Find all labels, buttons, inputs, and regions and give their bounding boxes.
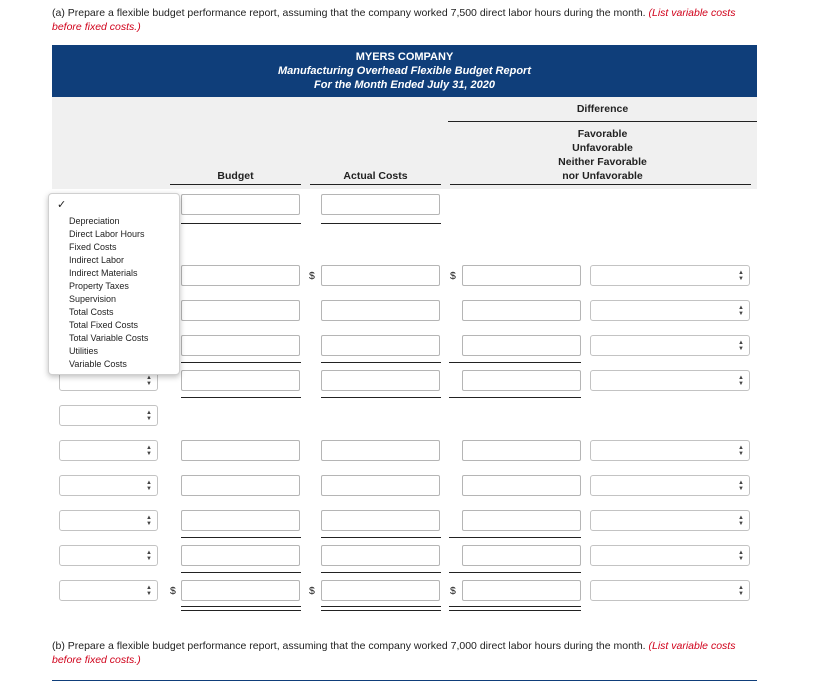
chevron-updown-icon: ▲ ▼	[738, 480, 744, 492]
label-select-row-8[interactable]	[59, 440, 158, 461]
difference-input-row-3[interactable]	[462, 265, 581, 286]
budget-input-row-8[interactable]	[181, 440, 300, 461]
actual-input-row-11[interactable]	[321, 545, 440, 566]
row-10-diff-underline	[449, 537, 581, 538]
fav-unfav-select-row-12[interactable]	[590, 580, 750, 601]
actual-input-row-5[interactable]	[321, 335, 440, 356]
difference-header-underline	[450, 184, 751, 185]
menu-item-variable-costs[interactable]: Variable Costs	[69, 359, 127, 369]
menu-item-property-taxes[interactable]: Property Taxes	[69, 281, 129, 291]
difference-input-row-4[interactable]	[462, 300, 581, 321]
chevron-updown-icon: ▲ ▼	[738, 340, 744, 352]
row-10-actual-underline	[321, 537, 441, 538]
account-dropdown-menu[interactable]	[48, 193, 180, 375]
part-b-instructions	[52, 639, 762, 667]
part-b-text: (b) Prepare a flexible budget performance report, assuming that the company worked 7,000 direct labor hours during the month.	[52, 640, 646, 652]
chevron-updown-icon: ▲ ▼	[738, 305, 744, 317]
difference-input-row-5[interactable]	[462, 335, 581, 356]
actual-input-row-3[interactable]	[321, 265, 440, 286]
report-header-banner	[52, 45, 757, 97]
row-6-budget-underline	[181, 397, 301, 398]
row-10-budget-underline	[181, 537, 301, 538]
actual-header-underline	[310, 184, 441, 185]
difference-input-row-6[interactable]	[462, 370, 581, 391]
chevron-updown-icon: ▲ ▼	[146, 410, 152, 422]
fav-unfav-select-row-9[interactable]	[590, 475, 750, 496]
difference-input-row-11[interactable]	[462, 545, 581, 566]
chevron-updown-icon: ▲ ▼	[146, 585, 152, 597]
fav-unfav-select-row-4[interactable]	[590, 300, 750, 321]
fav-unfav-select-row-11[interactable]	[590, 545, 750, 566]
row-5-diff-underline	[449, 362, 581, 363]
row-12-budget-double-underline	[181, 606, 301, 611]
budget-input-row-10[interactable]	[181, 510, 300, 531]
unfavorable-label: Unfavorable	[572, 142, 633, 154]
chevron-updown-icon: ▲ ▼	[738, 270, 744, 282]
fav-unfav-select-row-6[interactable]	[590, 370, 750, 391]
chevron-updown-icon: ▲ ▼	[738, 550, 744, 562]
row-6-actual-underline	[321, 397, 441, 398]
budget-header: Budget	[217, 170, 254, 182]
menu-item-indirect-materials[interactable]: Indirect Materials	[69, 268, 138, 278]
chevron-updown-icon: ▲ ▼	[146, 550, 152, 562]
actual-dollar-row-12: $	[309, 585, 315, 597]
actual-input-row-12[interactable]	[321, 580, 440, 601]
chevron-updown-icon: ▲ ▼	[146, 445, 152, 457]
chevron-updown-icon: ▲ ▼	[738, 585, 744, 597]
row-1-actual-underline	[321, 223, 441, 224]
part-a-text: (a) Prepare a flexible budget performance report, assuming that the company worked 7,500 direct labor hours during the month.	[52, 7, 646, 19]
menu-item-total-costs[interactable]: Total Costs	[69, 307, 114, 317]
difference-input-row-9[interactable]	[462, 475, 581, 496]
fav-unfav-select-row-8[interactable]	[590, 440, 750, 461]
row-11-diff-underline	[449, 572, 581, 573]
chevron-updown-icon: ▲ ▼	[738, 445, 744, 457]
report-title: Manufacturing Overhead Flexible Budget Report	[277, 65, 532, 77]
budget-input-row-4[interactable]	[181, 300, 300, 321]
actual-costs-header: Actual Costs	[343, 170, 408, 182]
menu-item-utilities[interactable]: Utilities	[69, 346, 99, 356]
neither-label-2: nor Unfavorable	[562, 170, 643, 182]
part-a-instructions	[52, 6, 762, 34]
report-period: For the Month Ended July 31, 2020	[314, 79, 495, 91]
actual-input-row-8[interactable]	[321, 440, 440, 461]
row-12-diff-double-underline	[449, 606, 581, 611]
label-select-row-7[interactable]	[59, 405, 158, 426]
menu-item-indirect-labor[interactable]: Indirect Labor	[69, 255, 125, 265]
budget-input-row-3[interactable]	[181, 265, 300, 286]
actual-input-row-1[interactable]	[321, 194, 440, 215]
row-6-diff-underline	[449, 397, 581, 398]
fav-unfav-select-row-10[interactable]	[590, 510, 750, 531]
diff-dollar-row-12: $	[450, 585, 456, 597]
budget-input-row-12[interactable]	[181, 580, 300, 601]
budget-input-row-9[interactable]	[181, 475, 300, 496]
budget-input-row-11[interactable]	[181, 545, 300, 566]
favorable-label: Favorable	[577, 128, 628, 140]
budget-header-underline	[170, 184, 301, 185]
row-5-actual-underline	[321, 362, 441, 363]
budget-input-row-1[interactable]	[181, 194, 300, 215]
budget-input-row-6[interactable]	[181, 370, 300, 391]
chevron-updown-icon: ▲ ▼	[146, 375, 152, 387]
fav-unfav-select-row-5[interactable]	[590, 335, 750, 356]
row-5-budget-underline	[181, 362, 301, 363]
menu-item-total-variable-costs[interactable]: Total Variable Costs	[69, 333, 149, 343]
label-select-row-9[interactable]	[59, 475, 158, 496]
difference-input-row-12[interactable]	[462, 580, 581, 601]
difference-input-row-10[interactable]	[462, 510, 581, 531]
label-select-row-12[interactable]	[59, 580, 158, 601]
menu-item-depreciation[interactable]: Depreciation	[69, 216, 120, 226]
part-a-note: (List variable costs before fixed costs.)	[52, 7, 736, 33]
actual-input-row-10[interactable]	[321, 510, 440, 531]
part-b-note: (List variable costs before fixed costs.)	[52, 640, 736, 666]
menu-item-supervision[interactable]: Supervision	[69, 294, 117, 304]
row-11-budget-underline	[181, 572, 301, 573]
chevron-updown-icon: ▲ ▼	[146, 515, 152, 527]
chevron-updown-icon: ▲ ▼	[738, 375, 744, 387]
actual-input-row-4[interactable]	[321, 300, 440, 321]
menu-item-fixed-costs[interactable]: Fixed Costs	[69, 242, 117, 252]
chevron-updown-icon: ▲ ▼	[738, 515, 744, 527]
chevron-updown-icon: ▲ ▼	[146, 480, 152, 492]
row-1-budget-underline	[181, 223, 301, 224]
menu-item-direct-labor-hours[interactable]: Direct Labor Hours	[69, 229, 145, 239]
row-11-actual-underline	[321, 572, 441, 573]
label-select-row-11[interactable]	[59, 545, 158, 566]
difference-header: Difference	[576, 103, 629, 115]
difference-input-row-8[interactable]	[462, 440, 581, 461]
fav-unfav-select-row-3[interactable]	[590, 265, 750, 286]
actual-dollar-row-3: $	[309, 270, 315, 282]
menu-item-total-fixed-costs[interactable]: Total Fixed Costs	[69, 320, 139, 330]
budget-input-row-5[interactable]	[181, 335, 300, 356]
budget-dollar-row-12: $	[170, 585, 176, 597]
row-12-actual-double-underline	[321, 606, 441, 611]
company-name: MYERS COMPANY	[355, 51, 454, 63]
neither-label-1: Neither Favorable	[558, 156, 647, 168]
actual-input-row-9[interactable]	[321, 475, 440, 496]
label-select-row-10[interactable]	[59, 510, 158, 531]
difference-underline	[448, 121, 757, 122]
actual-input-row-6[interactable]	[321, 370, 440, 391]
diff-dollar-row-3: $	[450, 270, 456, 282]
checkmark-icon: ✓	[57, 199, 67, 211]
